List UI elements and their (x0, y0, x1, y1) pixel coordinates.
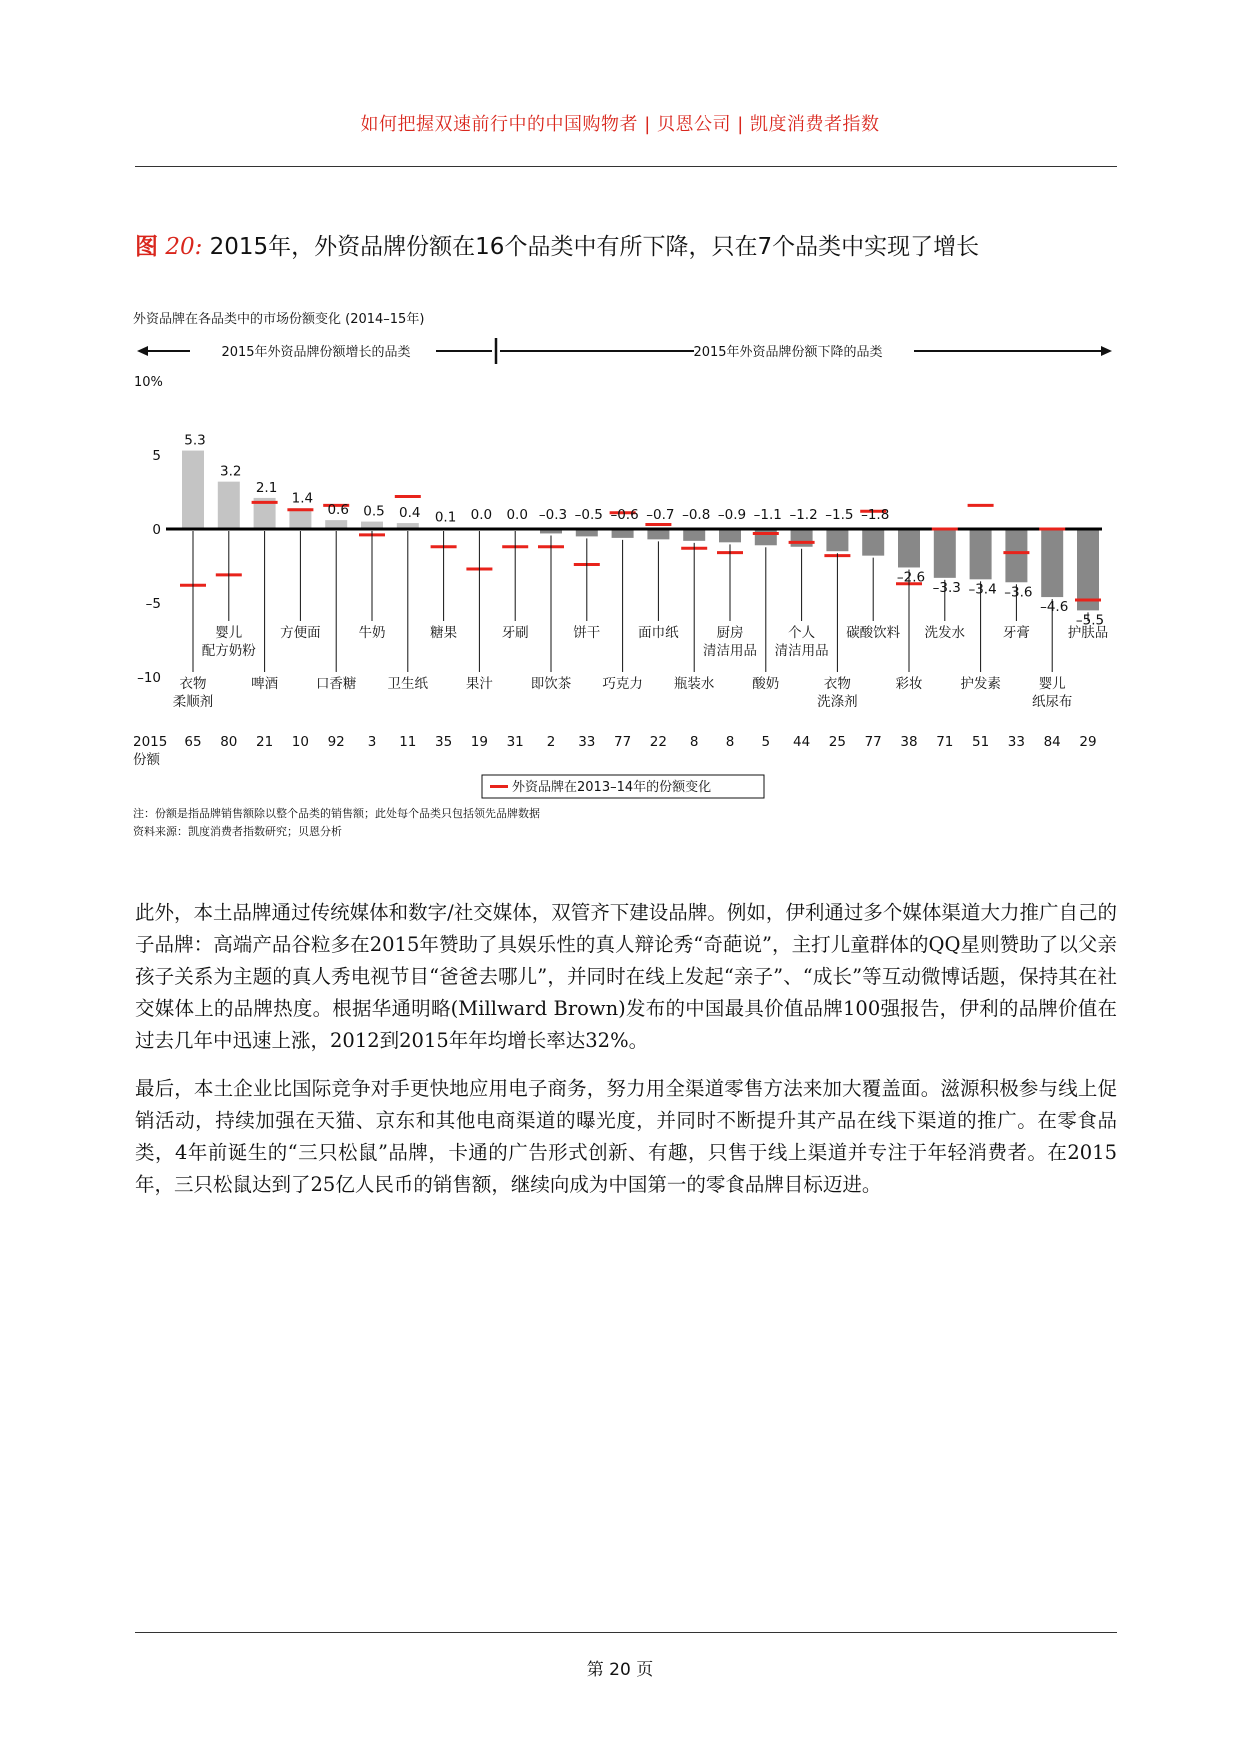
share-value: 77 (864, 734, 882, 750)
bar (862, 529, 884, 556)
value-label: –0.5 (574, 507, 603, 523)
value-label: –3.3 (932, 579, 961, 596)
bar (934, 529, 956, 578)
chart-area (0, 300, 1240, 860)
bar (218, 482, 240, 529)
category-label: 方便面 (280, 625, 321, 641)
share-value: 77 (614, 734, 632, 750)
figure-caption-text: 2015年，外资品牌份额在16个品类中有所下降，只在7个品类中实现了增长 (209, 234, 980, 260)
value-label: –3.4 (968, 581, 997, 598)
value-label: –5.5 (1075, 612, 1105, 629)
share-value: 44 (793, 734, 811, 750)
bar (182, 451, 204, 529)
value-label: –1.2 (789, 507, 818, 523)
y-top-label: 10% (134, 375, 163, 390)
bar (289, 508, 311, 529)
body-paragraph-1: 此外，本土品牌通过传统媒体和数字/社交媒体，双管齐下建设品牌。例如，伊利通过多个媒体渠道大力推广自己的子品牌：高端产品谷粒多在2015年赞助了具娱乐性的真人辩论秀“奇葩说”，主打儿童群体的QQ星则赞助了以父亲孩子关系为主题的真人秀电视节目“爸爸去哪儿”，并同时在线上发起“亲子”、“成长”等互动微博话题，保持其在社交媒体上的品牌热度。根据华通明略(Millward Brown)发布的中国最具价值品牌100强报告，伊利的品牌价值在过去几年中迅速上涨，2012到2015年年均增长率达32%。 (135, 901, 1117, 1052)
share-value: 22 (649, 734, 667, 750)
share-row (184, 734, 1096, 750)
value-label: –0.7 (646, 507, 675, 523)
share-value: 29 (1079, 734, 1097, 750)
figure-caption (135, 228, 979, 261)
category-label: 婴儿 (1038, 676, 1066, 692)
category-label: 牙刷 (501, 625, 529, 641)
figure-number: 20: (165, 234, 203, 260)
bar (1041, 529, 1063, 597)
share-value: 10 (291, 734, 309, 750)
chart-title: 外资品牌在各品类中的市场份额变化 (2014–15年) (133, 312, 425, 327)
category-label: 牛奶 (358, 625, 386, 641)
arrow-left-head (137, 346, 148, 356)
share-value: 8 (689, 734, 699, 750)
category-label: 牙膏 (1002, 625, 1030, 641)
footer-rule (135, 1632, 1117, 1633)
share-value: 35 (435, 734, 453, 750)
share-row-label-line2: 份额 (133, 752, 160, 768)
prior-markers (180, 496, 1101, 600)
bar (898, 529, 920, 567)
category-label: 婴儿 (215, 625, 243, 641)
category-label: 即饮茶 (530, 676, 572, 692)
category-label: 面巾纸 (638, 625, 679, 641)
body-paragraph-2: 最后，本土企业比国际竞争对手更快地应用电子商务，努力用全渠道零售方法来加大覆盖面。滋源积极参与线上促销活动，持续加强在天猫、京东和其他电商渠道的曝光度，并同时不断提升其产品在线下渠道的推广。在零食品类，4年前诞生的“三只松鼠”品牌，卡通的广告形式创新、有趣，只售于线上渠道并专注于年轻消费者。在2015年，三只松鼠达到了25亿人民币的销售额，继续向成为中国第一的零食品牌目标迈进。 (135, 1077, 1117, 1196)
category-label: 口香糖 (315, 676, 357, 692)
share-value: 21 (256, 734, 274, 750)
category-label: 瓶装水 (673, 676, 715, 692)
group-left-label: 2015年外资品牌份额增长的品类 (221, 345, 411, 360)
share-row-label-line1: 2015 (133, 734, 168, 750)
category-label: 清洁用品 (703, 643, 757, 659)
bar (1005, 529, 1027, 582)
share-value: 19 (470, 734, 488, 750)
group-right-label: 2015年外资品牌份额下降的品类 (693, 345, 883, 360)
bar (1077, 529, 1099, 610)
bar (791, 529, 813, 547)
value-label: –1.5 (825, 507, 854, 523)
arrow-right-head (1101, 346, 1112, 356)
share-value: 2 (546, 734, 556, 750)
share-value: 84 (1043, 734, 1061, 750)
category-label: 洗发水 (924, 625, 966, 641)
category-label: 糖果 (430, 625, 458, 641)
y-tick-label: –10 (137, 670, 161, 686)
value-label: 0.5 (363, 503, 385, 520)
value-label: –1.8 (861, 507, 890, 523)
share-value: 31 (506, 734, 524, 750)
value-label: 3.2 (220, 463, 242, 480)
bar (755, 529, 777, 545)
category-label: 护发素 (960, 676, 1001, 692)
running-header: 如何把握双速前行中的中国购物者 | 贝恩公司 | 凯度消费者指数 (360, 114, 880, 135)
share-value: 65 (184, 734, 202, 750)
value-label: –0.3 (538, 507, 568, 523)
share-value: 33 (578, 734, 596, 750)
bar (826, 529, 848, 551)
value-label: 0.6 (327, 502, 349, 519)
share-change-chart (0, 300, 1240, 860)
value-label: –3.6 (1004, 584, 1033, 601)
category-label: 配方奶粉 (201, 643, 256, 659)
y-tick-label: –5 (145, 596, 161, 612)
category-label: 衣物 (179, 676, 207, 692)
category-label: 碳酸饮料 (846, 625, 901, 641)
share-value: 80 (220, 734, 238, 750)
value-label: 0.1 (434, 509, 457, 526)
share-value: 3 (367, 734, 377, 750)
share-value: 11 (399, 734, 417, 750)
category-label: 柔顺剂 (172, 694, 214, 710)
bar (683, 529, 705, 541)
value-label: 5.3 (184, 432, 206, 449)
chart-source: 资料来源：凯度消费者指数研究；贝恩分析 (133, 825, 342, 838)
value-label: 1.4 (291, 490, 314, 507)
bar (647, 529, 669, 539)
share-value: 5 (761, 734, 771, 750)
category-labels (173, 624, 1109, 710)
value-label: –4.6 (1040, 599, 1069, 616)
value-label: 2.1 (255, 479, 278, 496)
share-value: 51 (972, 734, 990, 750)
value-label: 0.0 (506, 507, 528, 523)
category-label: 啤酒 (251, 676, 279, 692)
category-label: 彩妆 (895, 676, 923, 692)
y-ticks (137, 448, 161, 686)
legend-label: 外资品牌在2013–14年的份额变化 (512, 780, 712, 795)
category-label: 饼干 (573, 625, 601, 641)
bar (719, 529, 741, 542)
category-label: 厨房 (716, 625, 744, 641)
category-label: 个人 (788, 625, 816, 641)
value-label: –0.6 (610, 507, 639, 523)
share-value: 38 (900, 734, 918, 750)
value-label: –0.8 (682, 507, 711, 523)
share-value: 25 (828, 734, 846, 750)
category-label: 卫生纸 (387, 676, 429, 692)
category-label: 果汁 (465, 676, 493, 692)
value-label: –0.9 (717, 507, 747, 523)
page-number: 第 20 页 (586, 1660, 654, 1680)
category-label: 巧克力 (602, 676, 643, 692)
header-rule (135, 166, 1117, 167)
figure-label: 图 (135, 234, 158, 260)
value-label: –2.6 (896, 569, 926, 586)
share-value: 71 (936, 734, 954, 750)
bar (970, 529, 992, 579)
share-value: 33 (1007, 734, 1025, 750)
share-value: 92 (327, 734, 345, 750)
category-label: 纸尿布 (1031, 694, 1073, 710)
y-tick-label: 0 (152, 522, 161, 538)
chart-note: 注：份额是指品牌销售额除以整个品类的销售额；此处每个品类只包括领先品牌数据 (133, 807, 540, 820)
y-tick-label: 5 (152, 448, 161, 464)
category-label: 衣物 (823, 676, 851, 692)
value-label: 0.4 (399, 505, 421, 522)
value-label: –1.1 (753, 507, 782, 523)
category-label: 护肤品 (1067, 625, 1109, 641)
value-label: 0.0 (470, 507, 493, 523)
category-label: 酸奶 (752, 676, 780, 692)
category-label: 洗涤剂 (817, 694, 858, 710)
share-value: 8 (725, 734, 735, 750)
category-label: 清洁用品 (774, 643, 829, 659)
